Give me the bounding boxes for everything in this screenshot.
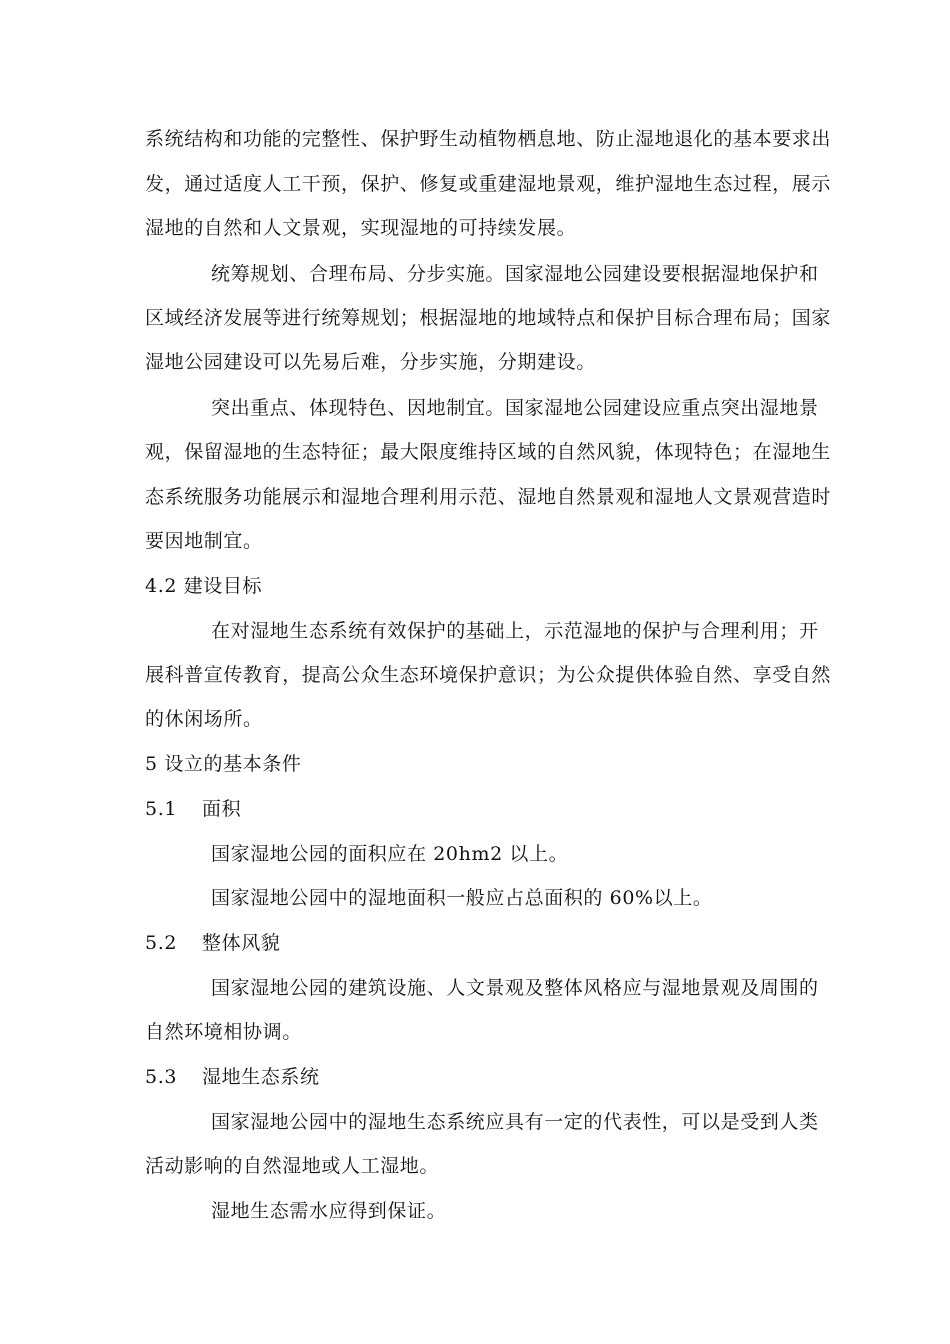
subsection-number: 5.3 [145, 1066, 178, 1088]
paragraph-line: 区域经济发展等进行统筹规划；根据湿地的地域特点和保护目标合理布局；国家 [145, 307, 832, 329]
paragraph-line: 突出重点、体现特色、因地制宜。国家湿地公园建设应重点突出湿地景 [211, 397, 819, 419]
paragraph-line: 统筹规划、合理布局、分步实施。国家湿地公园建设要根据湿地保护和 [211, 263, 819, 285]
section-heading: 5 设立的基本条件 [145, 753, 302, 775]
subsection-title: 湿地生态系统 [202, 1066, 320, 1088]
paragraph-line: 自然环境相协调。 [145, 1021, 302, 1043]
subsection-number: 5.2 [145, 932, 178, 954]
paragraph-line: 国家湿地公园中的湿地生态系统应具有一定的代表性，可以是受到人类 [211, 1111, 819, 1133]
subsection-number: 5.1 [145, 798, 178, 820]
paragraph-line: 发，通过适度人工干预，保护、修复或重建湿地景观，维护湿地生态过程，展示 [145, 173, 832, 195]
subsection-title: 面积 [202, 798, 242, 820]
paragraph-line: 展科普宣传教育，提高公众生态环境保护意识；为公众提供体验自然、享受自然 [145, 664, 832, 686]
paragraph-line: 湿地公园建设可以先易后难，分步实施，分期建设。 [145, 351, 596, 373]
paragraph-line: 态系统服务功能展示和湿地合理利用示范、湿地自然景观和湿地人文景观营造时 [145, 486, 832, 508]
paragraph-line: 的休闲场所。 [145, 708, 263, 730]
paragraph-line: 国家湿地公园中的湿地面积一般应占总面积的 60%以上。 [211, 887, 713, 909]
paragraph-line: 湿地的自然和人文景观，实现湿地的可持续发展。 [145, 217, 577, 239]
paragraph-line: 在对湿地生态系统有效保护的基础上，示范湿地的保护与合理利用；开 [211, 620, 819, 642]
subsection-title: 整体风貌 [202, 932, 281, 954]
paragraph-line: 要因地制宜。 [145, 530, 263, 552]
paragraph-line: 系统结构和功能的完整性、保护野生动植物栖息地、防止湿地退化的基本要求出 [145, 128, 832, 150]
paragraph-line: 国家湿地公园的面积应在 20hm2 以上。 [211, 843, 569, 865]
paragraph-line: 活动影响的自然湿地或人工湿地。 [145, 1155, 440, 1177]
paragraph-line: 湿地生态需水应得到保证。 [211, 1200, 447, 1222]
section-heading: 4.2 建设目标 [145, 575, 263, 597]
paragraph-line: 国家湿地公园的建筑设施、人文景观及整体风格应与湿地景观及周围的 [211, 977, 819, 999]
paragraph-line: 观，保留湿地的生态特征；最大限度维持区域的自然风貌，体现特色；在湿地生 [145, 441, 832, 463]
